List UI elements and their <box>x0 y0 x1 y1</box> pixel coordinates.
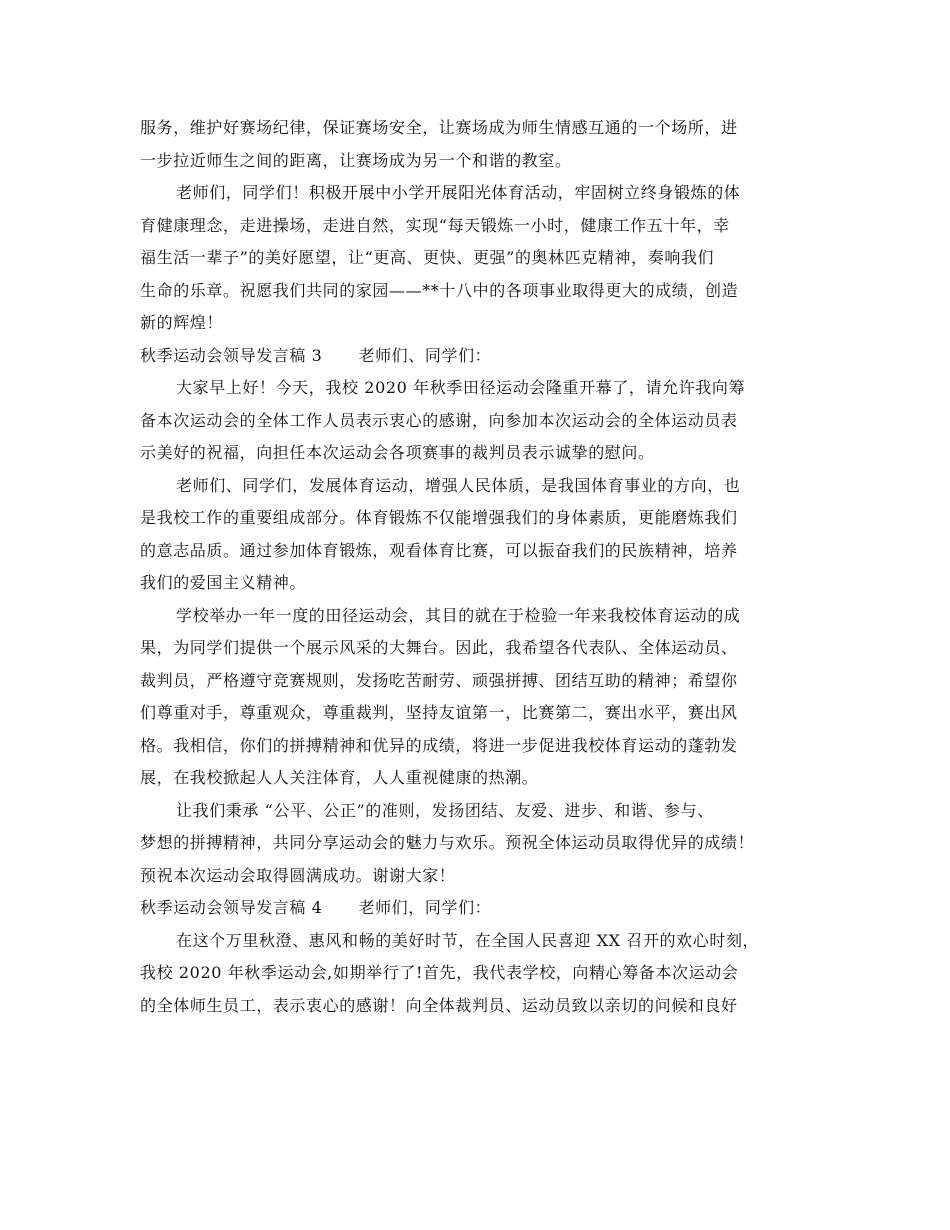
text-line: 让我们秉承 “公平、公正”的准则，发扬团结、友爱、进步、和谐、参与、 <box>176 800 714 820</box>
section-title: 秋季运动会领导发言稿 4 <box>140 898 323 917</box>
paragraph <box>140 925 830 1023</box>
text-line: 展，在我校掀起人人关注体育，人人重视健康的热潮。 <box>140 768 539 787</box>
text-line: 我们的爱国主义精神。 <box>140 573 307 592</box>
text-line: 生命的乐章。祝愿我们共同的家园——**十八中的各项事业取得更大的成绩，创造 <box>140 280 739 300</box>
document-page <box>140 112 830 1022</box>
text-line: 老师们，同学们！积极开展中小学开展阳光体育活动，牢固树立终身锻炼的体 <box>176 183 741 202</box>
section-heading <box>140 892 830 925</box>
section-title: 秋季运动会领导发言稿 3 <box>140 345 323 365</box>
text-line: 预祝本次运动会取得圆满成功。谢谢大家！ <box>140 865 456 885</box>
text-line: 果，为同学们提供一个展示风采的大舞台。因此，我希望各代表队、全体运动员、 <box>140 638 738 657</box>
text-line: 学校举办一年一度的田径运动会，其目的就在于检验一年来我校体育运动的成 <box>176 605 741 625</box>
section-greeting: 老师们、同学们： <box>358 345 492 365</box>
text-line: 们尊重对手，尊重观众，尊重裁判，坚持友谊第一，比赛第二，赛出水平，赛出风 <box>140 703 738 722</box>
paragraph <box>140 177 830 340</box>
section-greeting: 老师们，同学们： <box>358 898 492 917</box>
text-line: 新的辉煌！ <box>140 313 224 332</box>
paragraph-continuation <box>140 112 830 177</box>
text-line: 服务，维护好赛场纪律，保证赛场安全，让赛场成为师生情感互通的一个场所，进 <box>140 118 738 137</box>
text-line: 福生活一辈子”的美好愿望，让“更高、更快、更强”的奥林匹克精神，奏响我们 <box>140 248 715 267</box>
text-line: 的全体师生员工，表示衷心的感谢！向全体裁判员、运动员致以亲切的问候和良好 <box>140 995 738 1015</box>
text-line: 大家早上好！今天，我校 2020 年秋季田径运动会隆重开幕了，请允许我向筹 <box>176 378 746 397</box>
paragraph <box>140 372 830 470</box>
text-line: 一步拉近师生之间的距离，让赛场成为另一个和谐的教室。 <box>140 150 572 170</box>
paragraph <box>140 470 830 600</box>
paragraph <box>140 600 830 795</box>
section-heading <box>140 340 830 373</box>
text-line: 裁判员，严格遵守竞赛规则，发扬吃苦耐劳、顽强拼搏、团结互助的精神；希望你 <box>140 670 738 690</box>
text-line: 梦想的拼搏精神，共同分享运动会的魅力与欢乐。预祝全体运动员取得优异的成绩！ <box>140 833 755 852</box>
text-line: 格。我相信，你们的拼搏精神和优异的成绩，将进一步促进我校体育运动的蓬勃发 <box>140 735 738 755</box>
text-line: 示美好的祝福，向担任本次运动会各项赛事的裁判员表示诚挚的慰问。 <box>140 443 655 462</box>
text-line: 的意志品质。通过参加体育锻炼，观看体育比赛，可以振奋我们的民族精神，培养 <box>140 540 738 560</box>
text-line: 我校 2020 年秋季运动会,如期举行了!首先，我代表学校，向精心筹备本次运动会 <box>140 963 739 982</box>
text-line: 在这个万里秋澄、惠风和畅的美好时节，在全国人民喜迎 XX 召开的欢心时刻， <box>176 930 760 950</box>
paragraph <box>140 795 830 893</box>
text-line: 备本次运动会的全体工作人员表示衷心的感谢，向参加本次运动会的全体运动员表 <box>140 410 738 430</box>
text-line: 老师们、同学们，发展体育运动，增强人民体质，是我国体育事业的方向，也 <box>176 475 741 495</box>
text-line: 是我校工作的重要组成部分。体育锻炼不仅能增强我们的身体素质，更能磨炼我们 <box>140 508 738 527</box>
text-line: 育健康理念，走进操场，走进自然，实现“每天锻炼一小时，健康工作五十年，幸 <box>140 215 730 235</box>
